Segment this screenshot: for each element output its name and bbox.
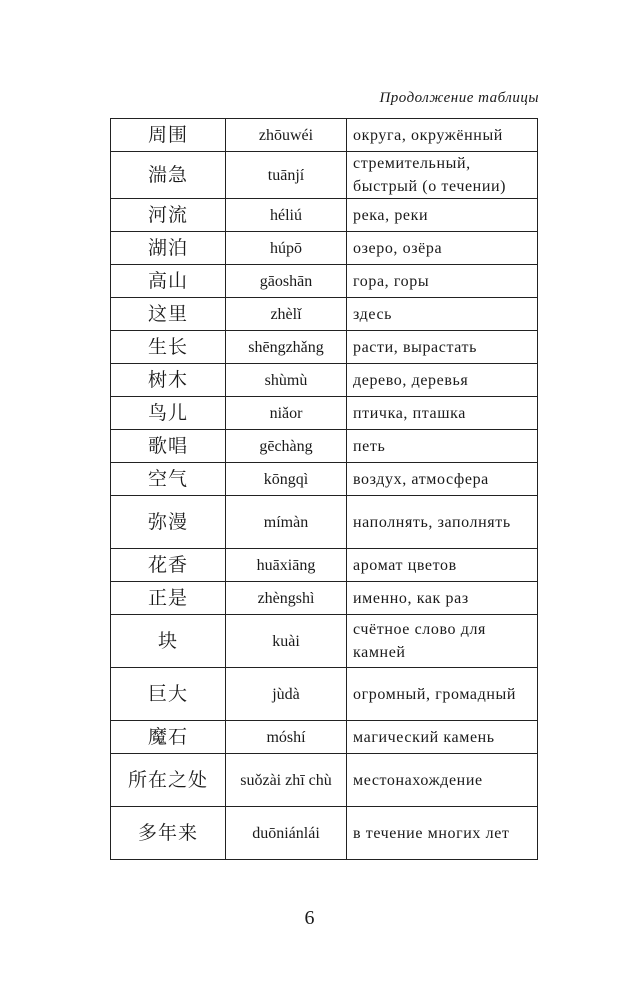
- table-row: [111, 615, 538, 668]
- pinyin-cell: gāoshān: [226, 265, 347, 298]
- table-row: [111, 265, 538, 298]
- hanzi-cell: 魔石: [111, 721, 226, 754]
- table-row: [111, 807, 538, 860]
- meaning-cell: птичка, пташка: [347, 397, 538, 430]
- hanzi-cell: 块: [111, 615, 226, 668]
- table-row: [111, 721, 538, 754]
- table-row: [111, 754, 538, 807]
- meaning-cell: гора, горы: [347, 265, 538, 298]
- table-row: [111, 232, 538, 265]
- hanzi-cell: 这里: [111, 298, 226, 331]
- meaning-cell: воздух, атмосфера: [347, 463, 538, 496]
- pinyin-cell: kōngqì: [226, 463, 347, 496]
- table-row: [111, 152, 538, 199]
- meaning-cell: наполнять, заполнять: [347, 496, 538, 549]
- hanzi-cell: 周围: [111, 119, 226, 152]
- meaning-cell: местонахождение: [347, 754, 538, 807]
- table-row: [111, 668, 538, 721]
- hanzi-cell: 正是: [111, 582, 226, 615]
- table-row: [111, 199, 538, 232]
- pinyin-cell: gēchàng: [226, 430, 347, 463]
- pinyin-cell: kuài: [226, 615, 347, 668]
- hanzi-cell: 鸟儿: [111, 397, 226, 430]
- pinyin-cell: tuānjí: [226, 152, 347, 199]
- meaning-cell: дерево, деревья: [347, 364, 538, 397]
- meaning-cell: река, реки: [347, 199, 538, 232]
- meaning-cell: магический камень: [347, 721, 538, 754]
- table-row: [111, 298, 538, 331]
- meaning-cell: стремительный, быстрый (о течении): [347, 152, 538, 199]
- hanzi-cell: 树木: [111, 364, 226, 397]
- pinyin-cell: mímàn: [226, 496, 347, 549]
- meaning-cell: огромный, громадный: [347, 668, 538, 721]
- pinyin-cell: zhèlǐ: [226, 298, 347, 331]
- pinyin-cell: zhōuwéi: [226, 119, 347, 152]
- table-row: [111, 496, 538, 549]
- hanzi-cell: 多年来: [111, 807, 226, 860]
- hanzi-cell: 生长: [111, 331, 226, 364]
- pinyin-cell: móshí: [226, 721, 347, 754]
- meaning-cell: расти, вырастать: [347, 331, 538, 364]
- hanzi-cell: 弥漫: [111, 496, 226, 549]
- table-row: [111, 397, 538, 430]
- pinyin-cell: shùmù: [226, 364, 347, 397]
- hanzi-cell: 巨大: [111, 668, 226, 721]
- table-row: [111, 364, 538, 397]
- table-row: [111, 549, 538, 582]
- pinyin-cell: héliú: [226, 199, 347, 232]
- hanzi-cell: 高山: [111, 265, 226, 298]
- table-row: [111, 582, 538, 615]
- meaning-cell: аромат цветов: [347, 549, 538, 582]
- hanzi-cell: 花香: [111, 549, 226, 582]
- meaning-cell: счётное слово для камней: [347, 615, 538, 668]
- table-row: [111, 463, 538, 496]
- table-row: [111, 331, 538, 364]
- pinyin-cell: jùdà: [226, 668, 347, 721]
- hanzi-cell: 空气: [111, 463, 226, 496]
- meaning-cell: здесь: [347, 298, 538, 331]
- page-number: 6: [304, 907, 315, 929]
- table-continuation-caption: Продолжение таблицы: [379, 90, 539, 106]
- hanzi-cell: 河流: [111, 199, 226, 232]
- pinyin-cell: huāxiāng: [226, 549, 347, 582]
- hanzi-cell: 歌唱: [111, 430, 226, 463]
- pinyin-cell: niǎor: [226, 397, 347, 430]
- meaning-cell: округа, окружённый: [347, 119, 538, 152]
- hanzi-cell: 湍急: [111, 152, 226, 199]
- meaning-cell: петь: [347, 430, 538, 463]
- meaning-cell: в течение многих лет: [347, 807, 538, 860]
- pinyin-cell: shēngzhǎng: [226, 331, 347, 364]
- meaning-cell: именно, как раз: [347, 582, 538, 615]
- pinyin-cell: suǒzài zhī chù: [226, 754, 347, 807]
- table-row: [111, 430, 538, 463]
- hanzi-cell: 所在之处: [111, 754, 226, 807]
- meaning-cell: озеро, озёра: [347, 232, 538, 265]
- hanzi-cell: 湖泊: [111, 232, 226, 265]
- pinyin-cell: húpō: [226, 232, 347, 265]
- table-row: [111, 119, 538, 152]
- pinyin-cell: duōniánlái: [226, 807, 347, 860]
- vocabulary-table: [110, 118, 538, 860]
- pinyin-cell: zhèngshì: [226, 582, 347, 615]
